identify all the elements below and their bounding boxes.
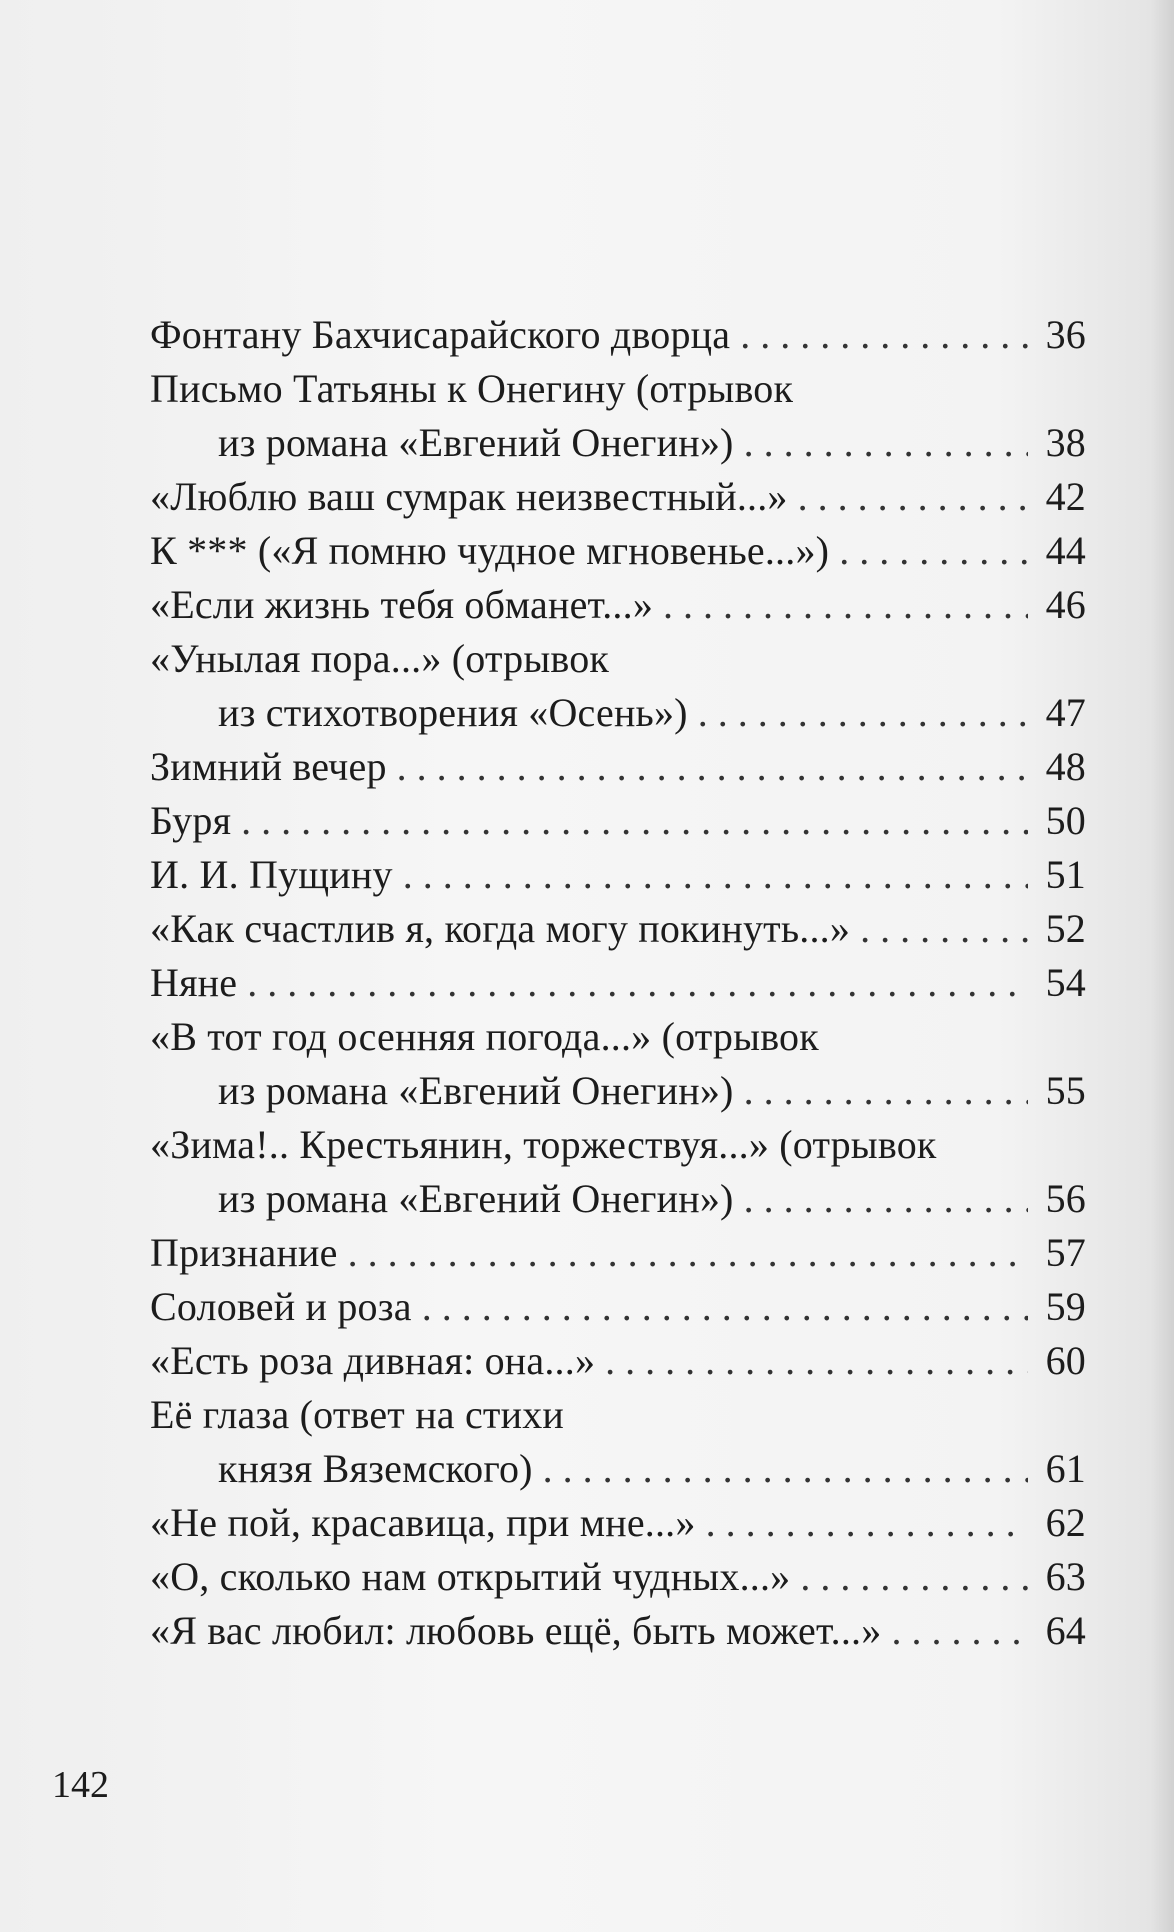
toc-line: [150, 1010, 1086, 1064]
entry-title: из романа «Евгений Онегин»): [218, 1176, 734, 1221]
toc-entry: [150, 1550, 1086, 1604]
entry-page-number: 48: [1045, 744, 1086, 789]
entry-title: «Я вас любил: любовь ещё, быть может...»: [150, 1608, 882, 1653]
toc-line: [150, 1118, 1086, 1172]
toc-entry: [150, 1010, 1086, 1118]
entry-page-number: 38: [1045, 420, 1086, 465]
dot-leader: [403, 848, 1028, 902]
toc-entry: [150, 848, 1086, 902]
toc-entry: [150, 956, 1086, 1010]
toc-line: [150, 470, 1086, 524]
toc-line: [150, 902, 1086, 956]
entry-title: из стихотворения «Осень»): [218, 690, 688, 735]
dot-leader: [663, 578, 1028, 632]
toc-line: [150, 362, 1086, 416]
toc-line: [150, 1388, 1086, 1442]
toc-entry: [150, 794, 1086, 848]
entry-page-number: 61: [1045, 1446, 1086, 1491]
dot-leader: [800, 1550, 1028, 1604]
dot-leader: [798, 470, 1028, 524]
toc-line: [150, 794, 1086, 848]
toc-line: [150, 308, 1086, 362]
dot-leader: [605, 1334, 1028, 1388]
entry-title: «Если жизнь тебя обманет...»: [150, 582, 654, 627]
entry-title: из романа «Евгений Онегин»): [218, 420, 734, 465]
toc-line: [150, 1064, 1086, 1118]
entry-title: Фонтану Бахчисарайского дворца: [150, 312, 731, 357]
dot-leader: [397, 740, 1028, 794]
entry-title: «Унылая пора...» (отрывок: [150, 636, 610, 681]
entry-page-number: 44: [1045, 528, 1086, 573]
toc-line: [150, 578, 1086, 632]
dot-leader: [740, 308, 1028, 362]
toc-entry: [150, 1280, 1086, 1334]
entry-title: «Зима!.. Крестьянин, торжествуя...» (отрывок: [150, 1122, 937, 1167]
dot-leader: [860, 902, 1028, 956]
toc-entry: [150, 1604, 1086, 1658]
dot-leader: [744, 1172, 1028, 1226]
toc-entry: [150, 902, 1086, 956]
toc-entry: [150, 740, 1086, 794]
entry-title: князя Вяземского): [218, 1446, 533, 1491]
entry-title: «Люблю ваш сумрак неизвестный...»: [150, 474, 788, 519]
entry-page-number: 47: [1045, 690, 1086, 735]
entry-title: «Не пой, красавица, при мне...»: [150, 1500, 696, 1545]
toc-entry: [150, 632, 1086, 740]
toc-entry: [150, 524, 1086, 578]
toc-line: [150, 1334, 1086, 1388]
entry-page-number: 63: [1045, 1554, 1086, 1599]
entry-title: «В тот год осенняя погода...» (отрывок: [150, 1014, 819, 1059]
entry-page-number: 57: [1045, 1230, 1086, 1275]
entry-page-number: 59: [1045, 1284, 1086, 1329]
dot-leader: [247, 956, 1028, 1010]
entry-title: «Есть роза дивная: она...»: [150, 1338, 596, 1383]
toc-entry: [150, 1388, 1086, 1496]
dot-leader: [348, 1226, 1028, 1280]
toc-line: [150, 1280, 1086, 1334]
toc-entry: [150, 470, 1086, 524]
dot-leader: [543, 1442, 1028, 1496]
entry-title: «О, сколько нам открытий чудных...»: [150, 1554, 791, 1599]
entry-title: «Как счастлив я, когда могу покинуть...»: [150, 906, 851, 951]
dot-leader: [241, 794, 1028, 848]
dot-leader: [698, 686, 1028, 740]
toc-entry: [150, 1334, 1086, 1388]
dot-leader: [891, 1604, 1028, 1658]
toc-line: [150, 1226, 1086, 1280]
toc-entry: [150, 1226, 1086, 1280]
entry-title: Письмо Татьяны к Онегину (отрывок: [150, 366, 794, 411]
entry-title: Зимний вечер: [150, 744, 387, 789]
entry-page-number: 56: [1045, 1176, 1086, 1221]
entry-title: К *** («Я помню чудное мгновенье...»): [150, 528, 830, 573]
dot-leader: [744, 1064, 1028, 1118]
toc-line: [150, 956, 1086, 1010]
toc-entry: [150, 1496, 1086, 1550]
toc-line: [150, 1442, 1086, 1496]
entry-title: Признание: [150, 1230, 338, 1275]
toc-line: [150, 740, 1086, 794]
entry-page-number: 36: [1045, 312, 1086, 357]
toc-entry: [150, 578, 1086, 632]
entry-page-number: 42: [1045, 474, 1086, 519]
entry-title: Её глаза (ответ на стихи: [150, 1392, 564, 1437]
toc-line: [150, 1604, 1086, 1658]
entry-title: Буря: [150, 798, 232, 843]
entry-page-number: 46: [1045, 582, 1086, 627]
dot-leader: [422, 1280, 1028, 1334]
entry-page-number: 62: [1045, 1500, 1086, 1545]
entry-title: Соловей и роза: [150, 1284, 412, 1329]
entry-page-number: 55: [1045, 1068, 1086, 1113]
toc-line: [150, 1172, 1086, 1226]
toc-line: [150, 686, 1086, 740]
toc-line: [150, 632, 1086, 686]
dot-leader: [706, 1496, 1028, 1550]
entry-page-number: 64: [1045, 1608, 1086, 1653]
entry-page-number: 60: [1045, 1338, 1086, 1383]
entry-page-number: 54: [1045, 960, 1086, 1005]
entry-title: И. И. Пущину: [150, 852, 393, 897]
entry-page-number: 51: [1045, 852, 1086, 897]
toc-entry: [150, 308, 1086, 362]
toc-line: [150, 416, 1086, 470]
entry-title: из романа «Евгений Онегин»): [218, 1068, 734, 1113]
toc-line: [150, 1496, 1086, 1550]
entry-title: Няне: [150, 960, 238, 1005]
entry-page-number: 50: [1045, 798, 1086, 843]
toc-line: [150, 1550, 1086, 1604]
page-number: 142: [52, 1764, 109, 1806]
table-of-contents: [150, 308, 1086, 1658]
toc-line: [150, 524, 1086, 578]
entry-page-number: 52: [1045, 906, 1086, 951]
toc-entry: [150, 362, 1086, 470]
toc-line: [150, 848, 1086, 902]
dot-leader: [839, 524, 1028, 578]
toc-entry: [150, 1118, 1086, 1226]
dot-leader: [744, 416, 1028, 470]
